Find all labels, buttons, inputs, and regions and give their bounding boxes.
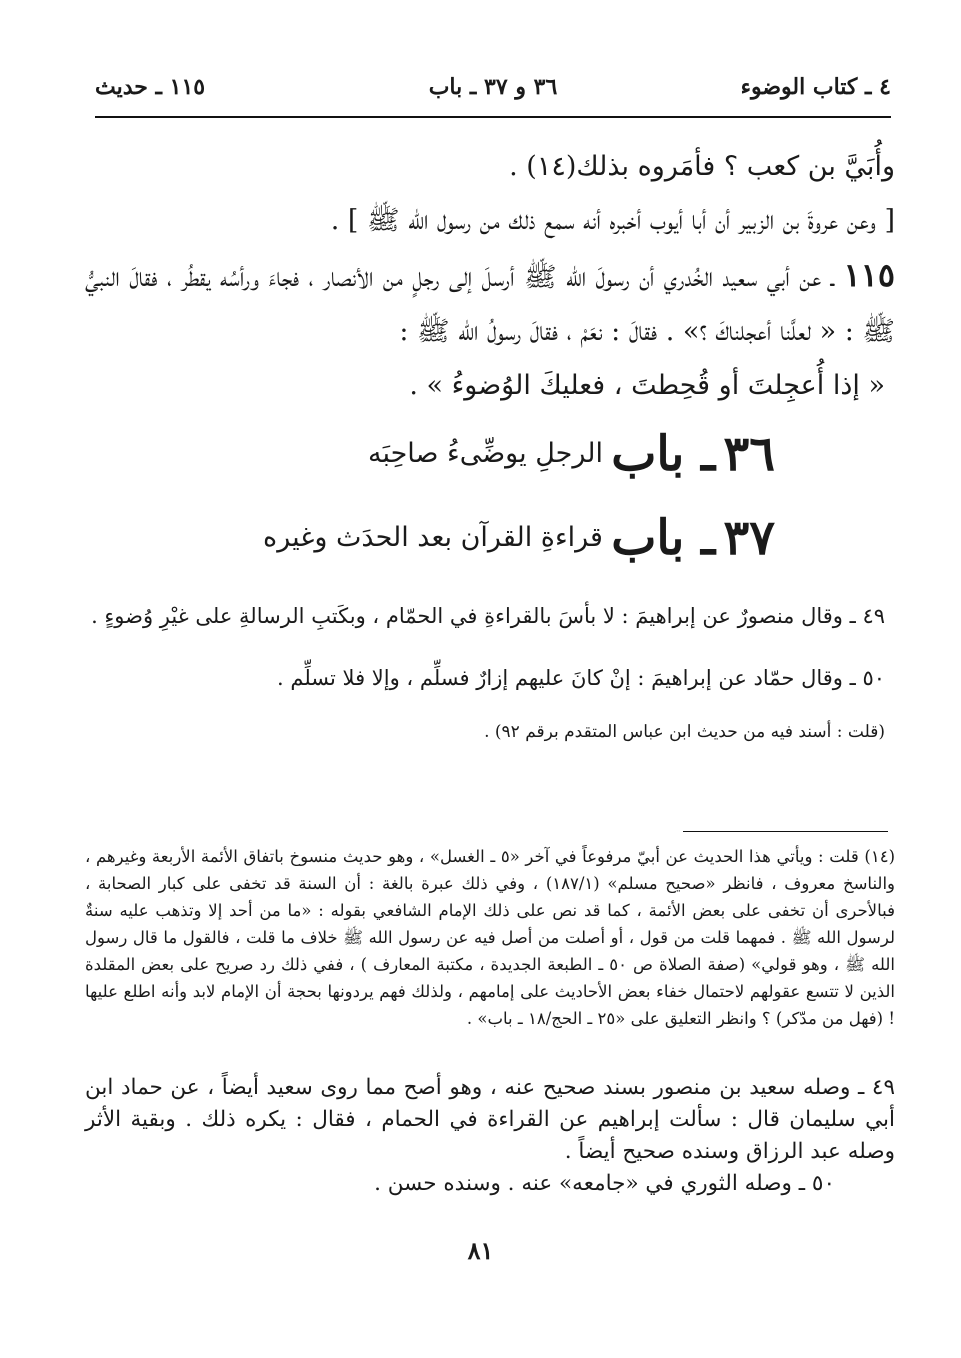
hadith-115 — [85, 248, 895, 359]
editor-note: (قلت : أسند فيه من حديث ابن عباس المتقدم برقم ٩٢) . — [484, 722, 885, 742]
header-book-title: ٤ ـ كتاب الوضوء — [740, 74, 891, 100]
athar-50: ٥٠ ـ وقال حمّاد عن إبراهيمَ : إنْ كانَ عليهم إزارٌ فسلِّم ، وإلا فلا تسلِّم . — [277, 666, 885, 690]
hadith-quote: « إذا أُعجِلتَ أو قُحِطتَ ، فعليكَ الوُضوءُ » . — [409, 370, 885, 401]
athar-49: ٤٩ ـ وقال منصورٌ عن إبراهيمَ : لا بأسَ بالقراءةِ في الحمّام ، وبكَتبِ الرسالةِ على غيْرِ وُضوءٍ . — [91, 604, 885, 628]
header-rule — [95, 116, 891, 118]
takhrij-49: ٤٩ ـ وصله سعيد بن منصور بسند صحيح عنه ، وهو أصح مما روى سعيد أيضاً ، عن حماد ابن أبي سليمان قال : سألت إبراهيم عن القراءة في الحمام ، فقال : يكره ذلك . وبقية الأثر وصله عبد الرزاق وسنده صحيح أيضاً . — [85, 1075, 895, 1164]
running-header — [95, 70, 891, 112]
footnote-14-text: (١٤) قلت : ويأتي هذا الحديث عن أبيّ مرفوعاً في آخر «٥ ـ الغسل» ، وهو حديث منسوخ باتفاق الأئمة الأربعة وغيرهم ، والناسخ معروف ، فانظر «صحيح مسلم» (١٨٧/١) ، وفي ذلك عبرة بالغة : أن السنة قد تخفى على كبار الصحابة ، فبالأحرى أن تخفى على بعض الأئمة ، كما قد نص على ذلك الإمام الشافعي بقوله : «ما من أحد إلا وتذهب عليه سنةٌ لرسول الله ﷺ . فمهما قلت من قول ، أو أصلت من أصل فيه عن رسول الله ﷺ خلاف ما قلت ، فالقول ما قال رسول الله ﷺ ، وهو قولي» (صفة الصلاة ص ٥٠ ـ الطبعة الجديدة ، مكتبة المعارف ) ، ففي ذلك رد صريح على بعض المقلدة الذين لا تتسع عقولهم لاحتمال خفاء بعض الأحاديث على إمامهم ، ولذلك فهم يردونها بحجة أن الإمام لابد وأنه اطلع عليها ! (فهل من مدّكر) ؟ وانظر التعليق على «٢٥ ـ الحج/١٨ ـ باب» . — [85, 847, 896, 1028]
hadith-number: ١١٥ — [843, 256, 895, 294]
header-hadith: ١١٥ ـ حديث — [95, 74, 206, 100]
takhrij-50: ٥٠ ـ وصله الثوري في «جامعه» عنه . وسنده حسن . — [374, 1171, 835, 1196]
page-number: ٨١ — [467, 1236, 494, 1265]
chapter-36-heading — [85, 413, 895, 493]
chapter-37-heading — [85, 497, 895, 577]
main-text — [85, 140, 895, 755]
footnote-14 — [85, 843, 895, 1032]
chapter-37-bab: ـ باب — [611, 510, 716, 566]
chapter-37-title: قراءةِ القرآن بعد الحدَث وغيره — [263, 522, 603, 553]
header-chapter: ٣٦ و ٣٧ ـ باب — [428, 74, 558, 100]
chapter-37-number: ٣٧ — [723, 510, 775, 566]
takhrij-notes — [85, 1072, 895, 1200]
continuation-line: وأُبَيَّ بن كعب ؟ فأمَروه بذلك(١٤) . — [509, 151, 895, 182]
hadith-text: ـ عن أبي سعيد الخُدري أن رسولَ الله ﷺ أرسلَ إلى رجلٍ من الأنصار ، فجاءَ ورأسُه يقطُر ، فقالَ النبيُّ ﷺ : « لعلَّنا أعجلناكَ ؟» . فقالَ : نعَمْ ، فقالَ رسولُ الله ﷺ : — [85, 262, 895, 347]
urwa-line: [ وعن عروةَ بن الزبير أن أبا أيوب أخبره أنه سمع ذلك من رسول الله ﷺ ] . — [330, 205, 895, 236]
chapter-36-bab: ـ باب — [611, 426, 716, 482]
footnote-rule — [683, 831, 888, 832]
chapter-36-number: ٣٦ — [723, 426, 775, 482]
chapter-36-title: الرجلِ يوضِّىءُ صاحِبَه — [367, 438, 603, 469]
